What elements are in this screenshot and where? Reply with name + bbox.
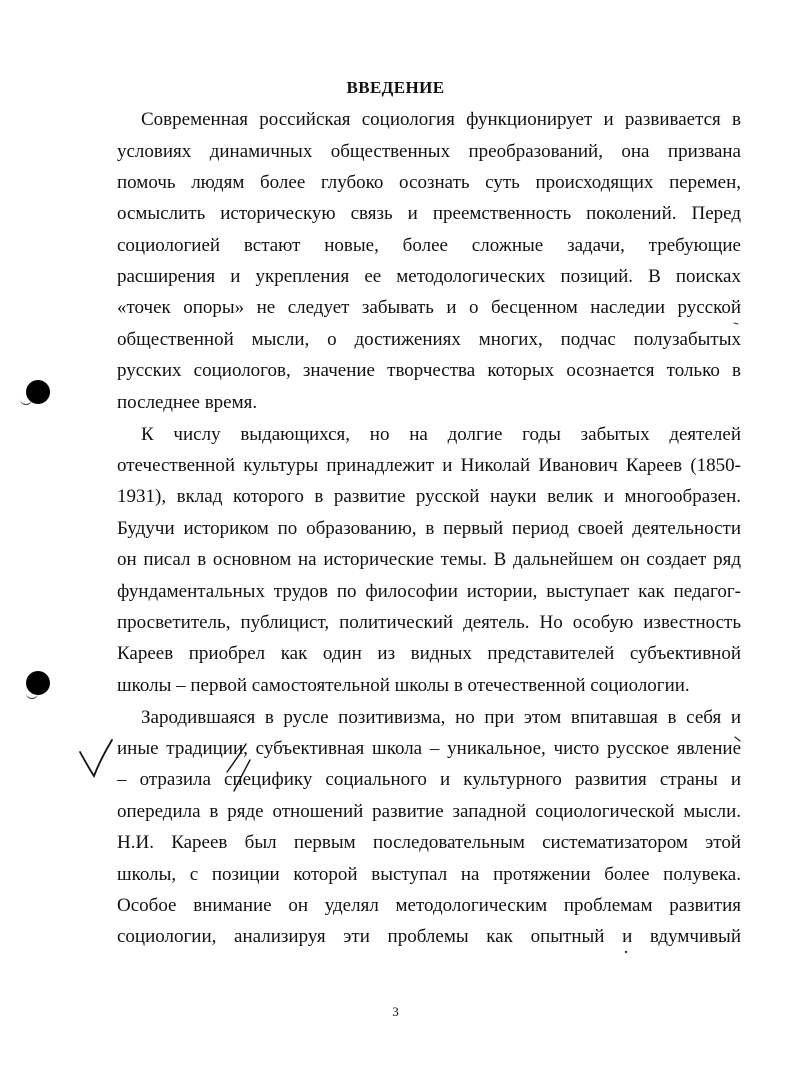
paragraph-2-line-4: Будучи историком по образованию, в первый период своей деятельности (117, 518, 741, 539)
pen-dot-3 (625, 951, 627, 953)
paragraph-1-line-7: «точек опоры» не следует забывать и о бесценном наследии русской (117, 297, 741, 318)
paragraph-2-line-3: 1931), вклад которого в развитие русской науки велик и многообразен. (117, 486, 741, 507)
paragraph-3-line-6: школы, с позиции которой выступал на протяжении более полувека. (117, 864, 741, 885)
paragraph-2-line-7: просветитель, публицист, политический деятель. Но особую известность (117, 612, 741, 633)
paragraph-1-line-9: русских социологов, значение творчества которых осознается только в (117, 360, 741, 381)
paragraph-3-line-8: социологии, анализируя эти проблемы как опытный и вдумчивый (117, 926, 741, 947)
paragraph-3-line-2: иные традиции, субъективная школа – уникальное, чисто русское явление (117, 738, 741, 759)
paragraph-2-line-5: он писал в основном на исторические темы. В дальнейшем он создает ряд (117, 549, 741, 570)
paragraph-2-line-6: фундаментальных трудов по философии истории, выступает как педагог- (117, 581, 741, 602)
paragraph-2-line-2: отечественной культуры принадлежит и Николай Иванович Кареев (1850- (117, 455, 741, 476)
paragraph-2-line-1: К числу выдающихся, но на долгие годы забытых деятелей (141, 424, 741, 445)
paragraph-1-line-3: помочь людям более глубоко осознать суть происходящих перемен, (117, 172, 741, 193)
paragraph-1-line-2: условиях динамичных общественных преобразований, она призвана (117, 141, 741, 162)
pen-dot-2 (734, 323, 738, 324)
paragraph-1-line-5: социологией встают новые, более сложные задачи, требующие (117, 235, 741, 256)
paragraph-2-line-8: Кареев приобрел как один из видных представителей субъективной (117, 643, 741, 664)
paragraph-2-line-9: школы – первой самостоятельной школы в отечественной социологии. (117, 675, 690, 696)
paragraph-3-line-4: опередила в ряде отношений развитие западной социологической мысли. (117, 801, 741, 822)
page-number: 3 (392, 1004, 399, 1019)
paragraph-1-line-1: Современная российская социология функционирует и развивается в (141, 109, 741, 130)
check-mark-icon (80, 740, 112, 776)
paragraph-3-line-3: – отразила специфику социального и культурного развития страны и (117, 769, 741, 790)
punch-hole-top-mark (20, 398, 32, 405)
paragraph-1-line-10: последнее время. (117, 392, 258, 413)
paragraph-3-line-1: Зародившаяся в русле позитивизма, но при этом впитавшая в себя и (141, 707, 741, 728)
paragraph-1-line-4: осмыслить историческую связь и преемственность поколений. Перед (117, 203, 741, 224)
paragraph-1-line-6: расширения и укрепления ее методологических позиций. В поисках (117, 266, 741, 287)
paragraph-3-line-5: Н.И. Кареев был первым последовательным систематизатором этой (117, 832, 741, 853)
paragraph-3-line-7: Особое внимание он уделял методологическим проблемам развития (117, 895, 741, 916)
punch-hole-bottom-mark (26, 692, 38, 699)
paragraph-1-line-8: общественной мысли, о достижениях многих, подчас полузабытых (117, 329, 741, 350)
page-title: ВВЕДЕНИЕ (346, 78, 445, 97)
